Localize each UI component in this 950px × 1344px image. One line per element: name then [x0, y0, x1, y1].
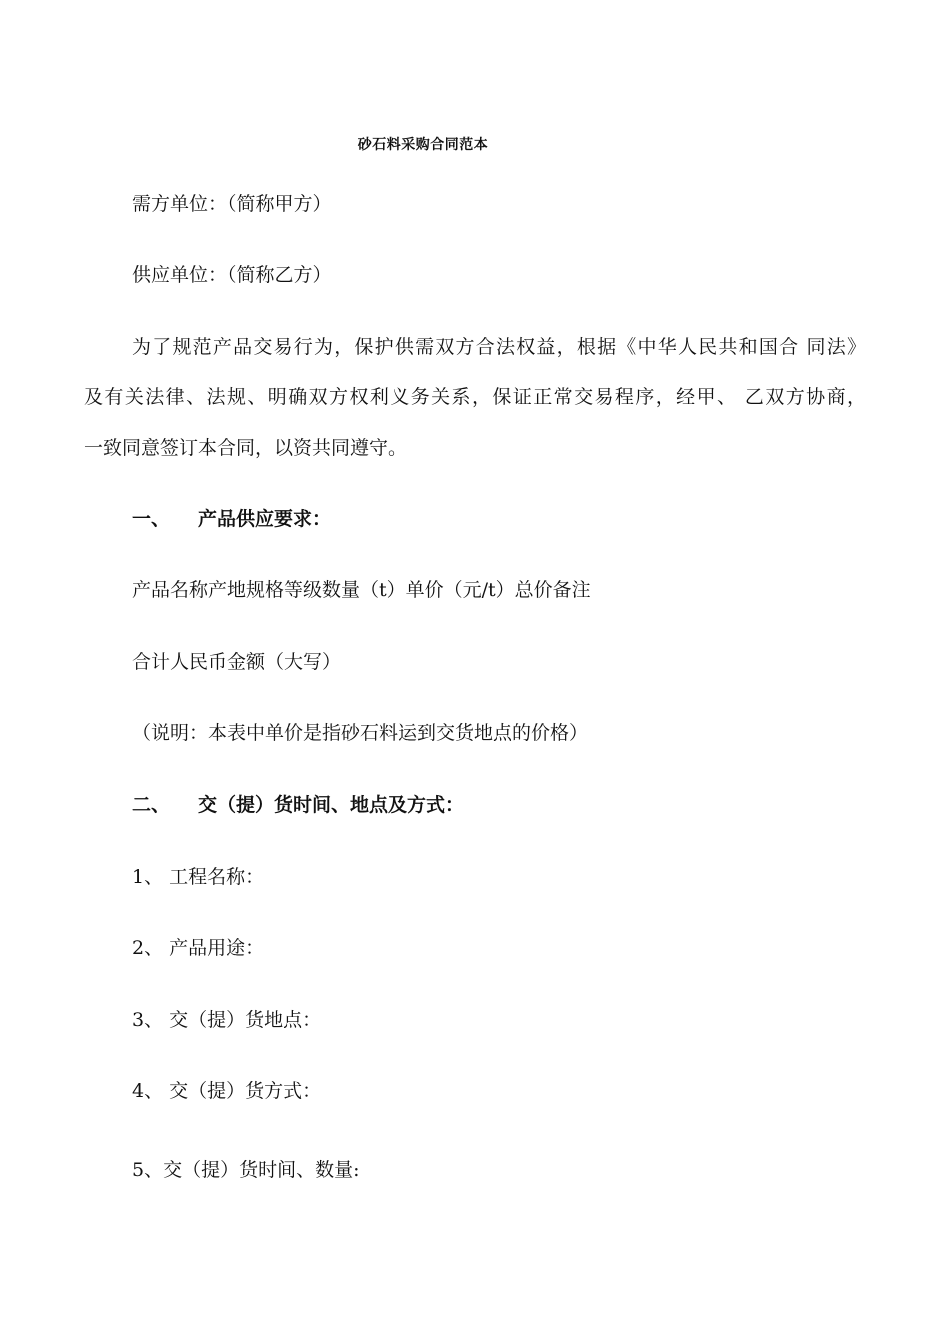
section-1-title: 产品供应要求：	[198, 508, 332, 530]
price-note: （说明：本表中单价是指砂石料运到交货地点的价格）	[132, 722, 589, 744]
product-table-header: 产品名称产地规格等级数量（t）单价（元/t）总价备注	[132, 579, 591, 601]
section-1-number: 一、	[132, 508, 171, 530]
party-b-line: 供应单位：（简称乙方）	[132, 264, 332, 286]
section-2-title: 交（提）货时间、地点及方式：	[198, 794, 465, 816]
list-item-project-name: 1、 工程名称：	[132, 866, 265, 888]
document-title	[0, 134, 950, 154]
list-item-delivery-method: 4、 交（提）货方式：	[132, 1080, 322, 1102]
document-title-text: 砂石料采购合同范本	[357, 137, 489, 153]
list-item-product-use: 2、 产品用途：	[132, 937, 265, 959]
section-2-heading	[132, 793, 464, 817]
preamble-line-2: 及有关法律、法规、明确双方权利义务关系，保证正常交易程序，经甲、 乙双方协商，	[84, 386, 866, 408]
preamble-line-3: 一致同意签订本合同，以资共同遵守。	[84, 437, 408, 459]
section-1-heading	[132, 507, 331, 531]
preamble-line-1: 为了规范产品交易行为，保护供需双方合法权益，根据《中华人民共和国合 同法》	[132, 336, 866, 358]
total-amount-line: 合计人民币金额（大写）	[132, 651, 342, 673]
party-a-line: 需方单位：（简称甲方）	[132, 193, 332, 215]
list-item-delivery-time-quantity: 5、交（提）货时间、数量:	[132, 1159, 360, 1181]
list-item-delivery-place: 3、 交（提）货地点：	[132, 1009, 322, 1031]
section-2-number: 二、	[132, 794, 171, 816]
